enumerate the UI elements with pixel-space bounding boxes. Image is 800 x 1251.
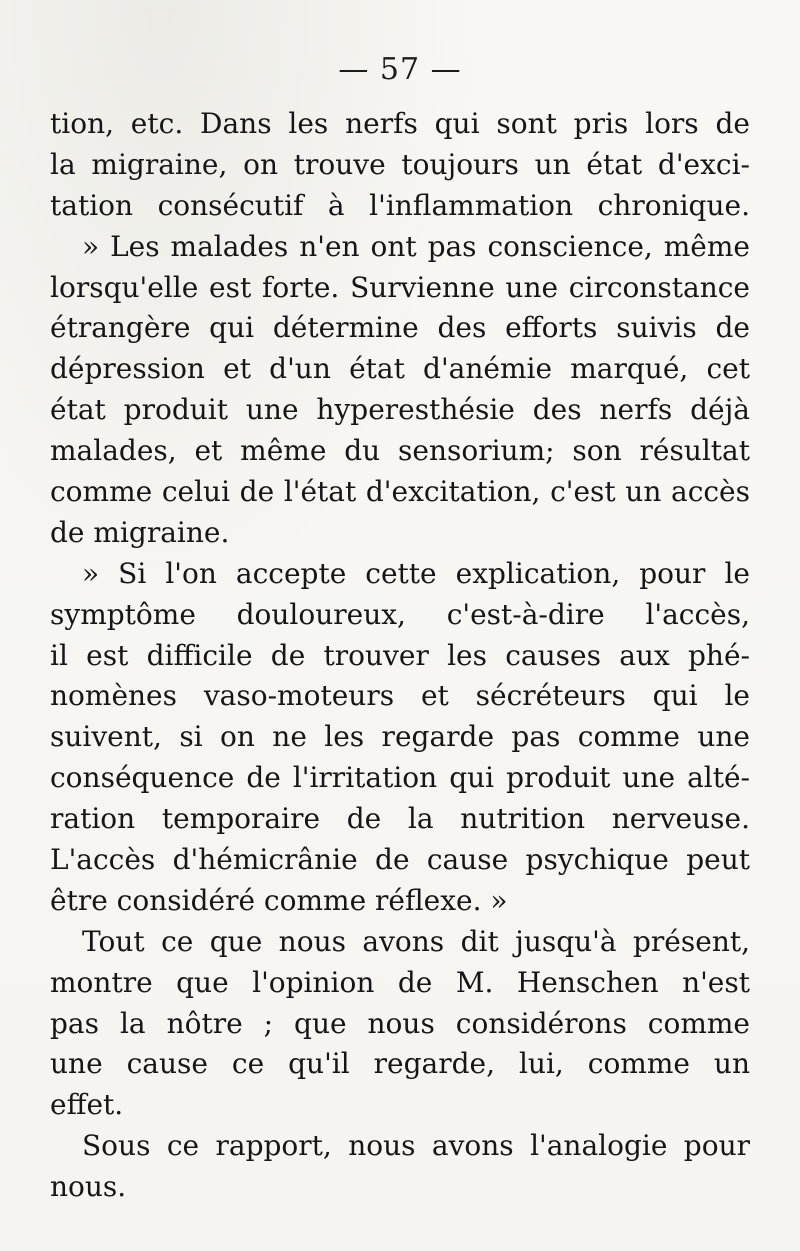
text-line: L'accès d'hémicrânie de cause psychique peut [50,843,750,877]
text-line: nomènes vaso-moteurs et sécréteurs qui le [50,679,750,713]
text-line: conséquence de l'irritation qui produit une alté- [50,761,750,795]
text-line: de migraine. [50,515,230,549]
text-line: Sous ce rapport, nous avons l'analogie pour [82,1129,750,1163]
text-line: une cause ce qu'il regarde, lui, comme un [50,1047,750,1081]
text-line: il est difficile de trouver les causes aux phé- [50,638,750,672]
text-line: montre que l'opinion de M. Henschen n'est [50,965,750,999]
text-line: tation consécutif à l'inflammation chronique. [50,188,750,222]
text-line: tion, etc. Dans les nerfs qui sont pris lors de [50,107,750,140]
text-line: comme celui de l'état d'excitation, c'est un accès [50,475,750,509]
text-line: malades, et même du sensorium; son résultat [50,434,750,468]
text-line: symptôme douloureux, c'est-à-dire l'accès, [50,597,750,631]
text-line: ration temporaire de la nutrition nerveuse. [50,802,750,836]
body-text [50,104,750,1208]
text-line: suivent, si on ne les regarde pas comme une [50,720,750,754]
page-number: — 57 — [338,52,462,87]
text-line: état produit une hyperesthésie des nerfs déjà [50,393,750,427]
text-line: pas la nôtre ; que nous considérons comme [50,1006,750,1040]
text-line: être considéré comme réflexe. » [50,883,508,917]
text-line: la migraine, on trouve toujours un état d'exci- [50,147,750,181]
text-line: nous. [50,1170,127,1204]
text-line: » Si l'on accepte cette explication, pour le [82,556,750,590]
text-line: lorsqu'elle est forte. Survienne une circonstance [50,270,750,304]
text-line: dépression et d'un état d'anémie marqué, cet [50,352,750,386]
text-line: » Les malades n'en ont pas conscience, même [82,229,750,263]
text-line: étrangère qui détermine des efforts suivis de [50,311,750,345]
text-line: Tout ce que nous avons dit jusqu'à présent, [82,924,750,958]
text-line: effet. [50,1088,124,1122]
